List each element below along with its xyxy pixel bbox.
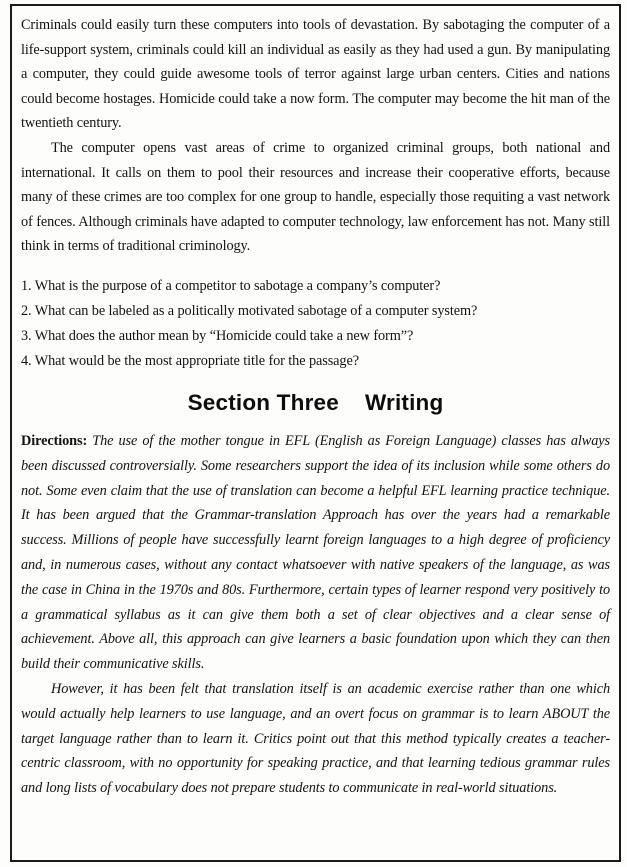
passage-paragraph-1: Criminals could easily turn these computers into tools of devastation. By sabotaging the computer of a life-support system, criminals could kill an individual as easily as they had used a gun. By manipulating a computer, they could guide awesome tools of terror against large urban centers. Cities and nations could become hostages. Homicide could take a now form. The computer may become the hit man of the twentieth century.: [21, 17, 610, 132]
section-heading-right: Writing: [364, 389, 444, 415]
question-item-2: 2. What can be labeled as a politically motivated sabotage of a computer system?: [21, 302, 478, 319]
question-item-1: 1. What is the purpose of a competitor to sabotage a company’s computer?: [21, 277, 441, 294]
question-item-3: 3. What does the author mean by “Homicide could take a new form”?: [21, 327, 414, 344]
section-heading-left: Section Three: [187, 389, 339, 415]
question-item-4: 4. What would be the most appropriate title for the passage?: [21, 352, 359, 369]
directions-paragraph-2: [21, 677, 610, 801]
section-heading: [21, 390, 610, 416]
passage-paragraph-2: The computer opens vast areas of crime to organized criminal groups, both national and international. It calls on them to pool their resources and increase their cooperative efforts, because many of these crimes are too complex for one group to handle, especially those requiting a vast network of fences. Although criminals have adapted to computer technology, law enforcement has not. Many still think in terms of traditional criminology.: [21, 139, 610, 255]
comprehension-questions: [21, 274, 610, 374]
directions-label: Directions:: [21, 432, 88, 449]
directions-paragraph-1: [21, 429, 610, 677]
directions-body-1: The use of the mother tongue in EFL (English as Foreign Language) classes has always been discussed controversially. Some researchers support the idea of its inclusion while some others do not. Some even claim that the use of translation can become a helpful EFL learning practice technique. It has been argued that the Grammar-translation Approach has over the years had a remarkable success. Millions of people have successfully learnt foreign languages to a high degree of proficiency and, in numerous cases, without any contact whatsoever with native speakers of the language, as was the case in China in the 1970s and 80s. Furthermore, certain types of learner respond very positively to a grammatical syllabus as it can give them both a set of clear objectives and a clear sense of achievement. Above all, this approach can give learners a basic foundation upon which they can then build their communicative skills.: [21, 432, 610, 673]
page-border-frame: [10, 4, 621, 862]
directions-body-2: However, it has been felt that translation itself is an academic exercise rather than one which would actually help learners to use language, and an overt focus on grammar is to learn ABOUT the target language rather than to learn it. Critics point out that this method typically creates a teacher-centric classroom, with no opportunity for speaking practice, and that learning tedious grammar rules and long lists of vocabulary does not prepare students to communicate in real-world situations.: [21, 680, 610, 797]
